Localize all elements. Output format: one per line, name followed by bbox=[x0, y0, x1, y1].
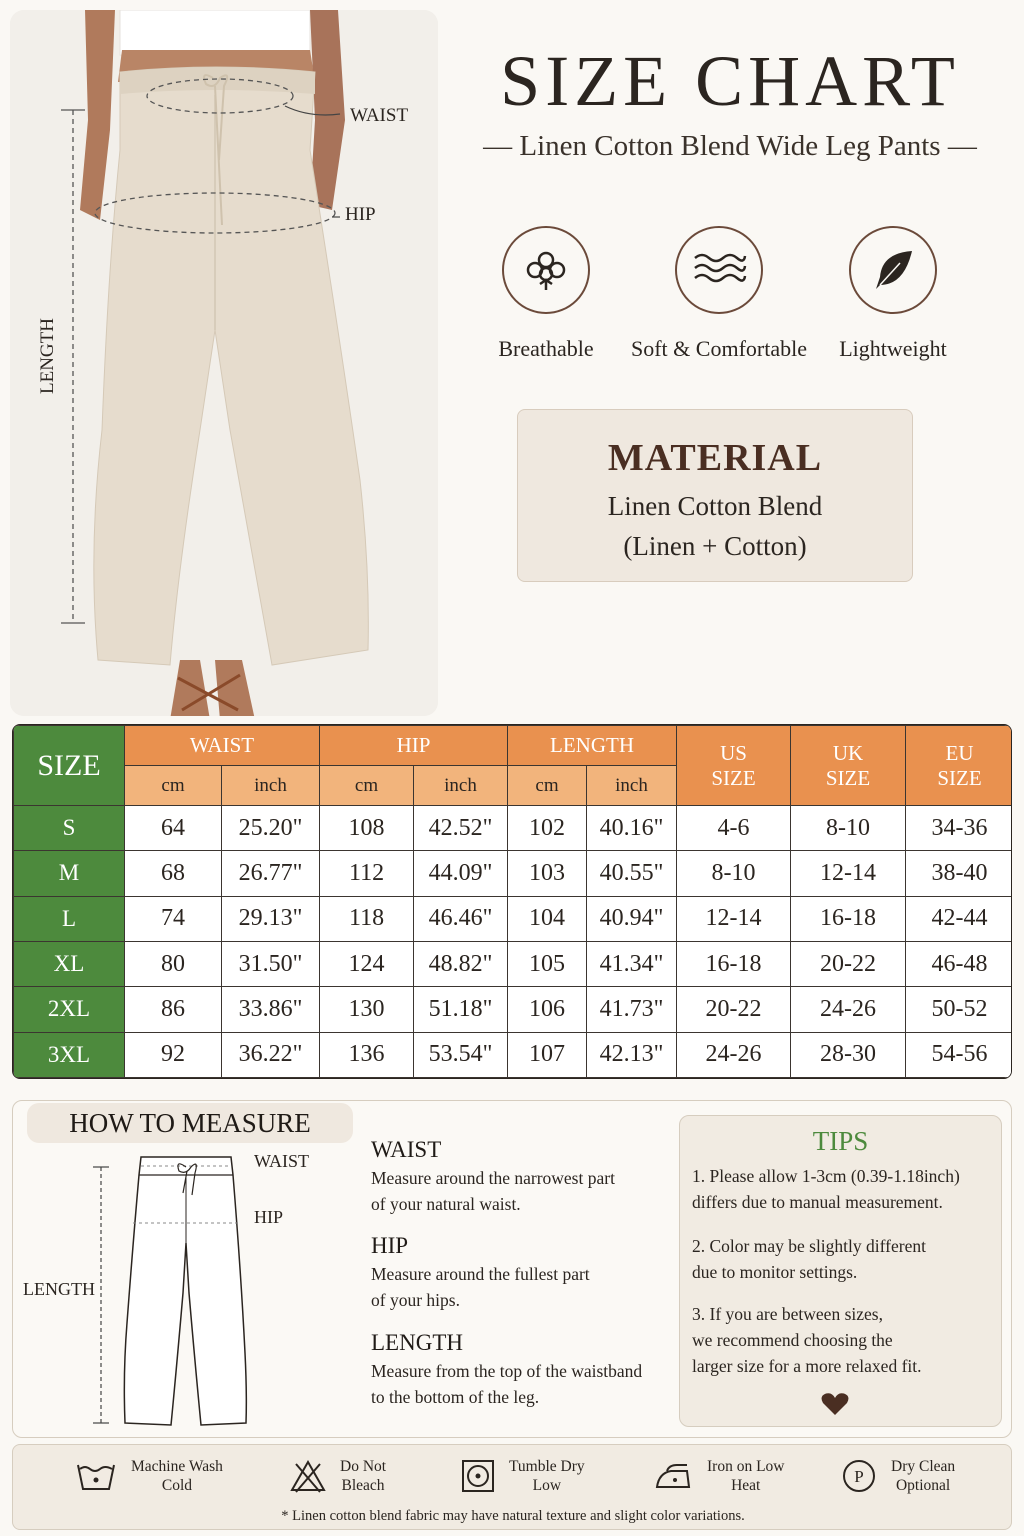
photo-waist-label: WAIST bbox=[350, 105, 409, 126]
feature-label: Lightweight bbox=[839, 336, 947, 361]
tip-3: 3. If you are between sizes, we recommend choosing the larger size for a more relaxed fit. bbox=[692, 1304, 922, 1376]
waves-icon bbox=[675, 226, 763, 314]
unit-header: cm bbox=[320, 766, 414, 806]
us-size-header: US SIZE bbox=[677, 726, 791, 806]
hip-inch-cell: 42.52" bbox=[414, 806, 508, 851]
hip-cm-cell: 130 bbox=[320, 987, 414, 1032]
waist-inch-cell: 25.20" bbox=[222, 806, 320, 851]
hip-inch-cell: 53.54" bbox=[414, 1032, 508, 1077]
tip-2: 2. Color may be slightly different due to monitor settings. bbox=[692, 1236, 926, 1282]
feather-icon bbox=[849, 226, 937, 314]
size-cell: 3XL bbox=[14, 1032, 125, 1077]
do-not-bleach-icon bbox=[290, 1459, 326, 1493]
uk-size-cell: 24-26 bbox=[791, 987, 906, 1032]
eu-size-header: EU SIZE bbox=[906, 726, 1012, 806]
hip-header: HIP bbox=[320, 726, 508, 766]
uk-size-cell: 8-10 bbox=[791, 806, 906, 851]
table-row bbox=[14, 806, 1013, 851]
iron-low-icon bbox=[653, 1459, 693, 1493]
us-size-cell: 4-6 bbox=[677, 806, 791, 851]
machine-wash-icon bbox=[75, 1459, 117, 1493]
length-header: LENGTH bbox=[508, 726, 677, 766]
eu-size-cell: 42-44 bbox=[906, 896, 1012, 941]
uk-size-cell: 16-18 bbox=[791, 896, 906, 941]
how-to-measure-badge: HOW TO MEASURE bbox=[27, 1103, 353, 1143]
table-row bbox=[14, 896, 1013, 941]
table-row bbox=[14, 851, 1013, 896]
hip-inch-cell: 51.18" bbox=[414, 987, 508, 1032]
waist-inch-cell: 31.50" bbox=[222, 941, 320, 986]
measure-hip-desc: Measure around the fullest part of your hips. bbox=[371, 1264, 590, 1310]
hip-cm-cell: 124 bbox=[320, 941, 414, 986]
waist-cm-cell: 64 bbox=[125, 806, 222, 851]
care-tumble-dry bbox=[461, 1457, 585, 1495]
eu-size-cell: 54-56 bbox=[906, 1032, 1012, 1077]
eu-size-cell: 50-52 bbox=[906, 987, 1012, 1032]
material-heading: MATERIAL bbox=[607, 437, 823, 479]
feature-lightweight bbox=[803, 226, 983, 362]
uk-size-cell: 28-30 bbox=[791, 1032, 906, 1077]
hip-cm-cell: 112 bbox=[320, 851, 414, 896]
measure-hip-heading: HIP bbox=[371, 1233, 409, 1258]
pants-outline-diagram bbox=[83, 1153, 263, 1435]
feature-breathable bbox=[456, 226, 636, 362]
hip-cm-cell: 136 bbox=[320, 1032, 414, 1077]
feature-soft bbox=[629, 226, 809, 362]
care-label: Tumble Dry Low bbox=[509, 1458, 585, 1494]
feature-label: Soft & Comfortable bbox=[631, 336, 807, 361]
length-inch-cell: 40.16" bbox=[587, 806, 677, 851]
length-cm-cell: 103 bbox=[508, 851, 587, 896]
care-label: Iron on Low Heat bbox=[707, 1458, 785, 1494]
unit-header: inch bbox=[222, 766, 320, 806]
care-machine-wash bbox=[75, 1457, 223, 1495]
measure-length-heading: LENGTH bbox=[371, 1330, 463, 1355]
waist-cm-cell: 68 bbox=[125, 851, 222, 896]
size-cell: L bbox=[14, 896, 125, 941]
length-cm-cell: 106 bbox=[508, 987, 587, 1032]
heart-icon bbox=[821, 1392, 849, 1416]
uk-size-cell: 12-14 bbox=[791, 851, 906, 896]
waist-cm-cell: 74 bbox=[125, 896, 222, 941]
length-cm-cell: 107 bbox=[508, 1032, 587, 1077]
hip-inch-cell: 44.09" bbox=[414, 851, 508, 896]
table-row bbox=[14, 1032, 1013, 1077]
length-cm-cell: 105 bbox=[508, 941, 587, 986]
length-inch-cell: 41.34" bbox=[587, 941, 677, 986]
waist-inch-cell: 36.22" bbox=[222, 1032, 320, 1077]
material-line-1: Linen Cotton Blend bbox=[607, 491, 823, 521]
unit-header: inch bbox=[587, 766, 677, 806]
uk-size-header: UK SIZE bbox=[791, 726, 906, 806]
length-inch-cell: 40.94" bbox=[587, 896, 677, 941]
eu-size-cell: 34-36 bbox=[906, 806, 1012, 851]
waist-cm-cell: 92 bbox=[125, 1032, 222, 1077]
how-to-measure-panel bbox=[12, 1100, 1012, 1438]
hip-cm-cell: 118 bbox=[320, 896, 414, 941]
care-footnote: * Linen cotton blend fabric may have natural texture and slight color variations. bbox=[281, 1508, 745, 1524]
unit-header: cm bbox=[125, 766, 222, 806]
us-size-cell: 12-14 bbox=[677, 896, 791, 941]
tip-1: 1. Please allow 1-3cm (0.39-1.18inch) differs due to manual measurement. bbox=[692, 1166, 960, 1212]
table-row bbox=[14, 941, 1013, 986]
size-header: SIZE bbox=[14, 726, 125, 806]
us-size-cell: 24-26 bbox=[677, 1032, 791, 1077]
care-label: Machine Wash Cold bbox=[131, 1458, 223, 1494]
tumble-dry-icon bbox=[461, 1459, 495, 1493]
care-do-not-bleach bbox=[290, 1457, 386, 1495]
length-inch-cell: 40.55" bbox=[587, 851, 677, 896]
us-size-cell: 8-10 bbox=[677, 851, 791, 896]
care-dry-clean bbox=[841, 1457, 955, 1495]
uk-size-cell: 20-22 bbox=[791, 941, 906, 986]
care-label: Dry Clean Optional bbox=[891, 1458, 956, 1494]
length-inch-cell: 41.73" bbox=[587, 987, 677, 1032]
length-inch-cell: 42.13" bbox=[587, 1032, 677, 1077]
measure-waist-desc: Measure around the narrowest part of your natural waist. bbox=[371, 1168, 615, 1214]
unit-header: inch bbox=[414, 766, 508, 806]
size-cell: M bbox=[14, 851, 125, 896]
waist-inch-cell: 26.77" bbox=[222, 851, 320, 896]
dry-clean-icon bbox=[841, 1458, 877, 1494]
hip-inch-cell: 48.82" bbox=[414, 941, 508, 986]
svg-text:P: P bbox=[854, 1467, 864, 1486]
photo-length-label: LENGTH bbox=[37, 318, 58, 394]
care-label: Do Not Bleach bbox=[340, 1458, 387, 1494]
material-box bbox=[517, 409, 913, 582]
size-cell: 2XL bbox=[14, 987, 125, 1032]
tips-heading: TIPS bbox=[812, 1126, 869, 1156]
diagram-length-label: LENGTH bbox=[23, 1279, 95, 1299]
waist-cm-cell: 86 bbox=[125, 987, 222, 1032]
diagram-waist-label: WAIST bbox=[254, 1151, 309, 1171]
us-size-cell: 16-18 bbox=[677, 941, 791, 986]
waist-cm-cell: 80 bbox=[125, 941, 222, 986]
size-cell: S bbox=[14, 806, 125, 851]
eu-size-cell: 38-40 bbox=[906, 851, 1012, 896]
care-iron-low bbox=[653, 1457, 785, 1495]
us-size-cell: 20-22 bbox=[677, 987, 791, 1032]
waist-inch-cell: 33.86" bbox=[222, 987, 320, 1032]
waist-inch-cell: 29.13" bbox=[222, 896, 320, 941]
tips-box bbox=[679, 1115, 1002, 1427]
cotton-icon bbox=[502, 226, 590, 314]
length-cm-cell: 104 bbox=[508, 896, 587, 941]
diagram-hip-label: HIP bbox=[254, 1207, 284, 1227]
photo-hip-label: HIP bbox=[345, 204, 376, 225]
page-subtitle: — Linen Cotton Blend Wide Leg Pants — bbox=[483, 130, 977, 162]
length-cm-cell: 102 bbox=[508, 806, 587, 851]
care-instructions-panel bbox=[12, 1444, 1012, 1530]
table-row bbox=[14, 987, 1013, 1032]
hip-cm-cell: 108 bbox=[320, 806, 414, 851]
size-chart-table bbox=[12, 724, 1012, 1079]
waist-header: WAIST bbox=[125, 726, 320, 766]
feature-label: Breathable bbox=[498, 336, 594, 361]
page-title: SIZE CHART bbox=[500, 41, 960, 121]
material-line-2: (Linen + Cotton) bbox=[623, 531, 807, 561]
measure-length-desc: Measure from the top of the waistband to the bottom of the leg. bbox=[371, 1361, 643, 1407]
eu-size-cell: 46-48 bbox=[906, 941, 1012, 986]
size-cell: XL bbox=[14, 941, 125, 986]
unit-header: cm bbox=[508, 766, 587, 806]
measure-waist-heading: WAIST bbox=[371, 1137, 442, 1162]
hip-inch-cell: 46.46" bbox=[414, 896, 508, 941]
